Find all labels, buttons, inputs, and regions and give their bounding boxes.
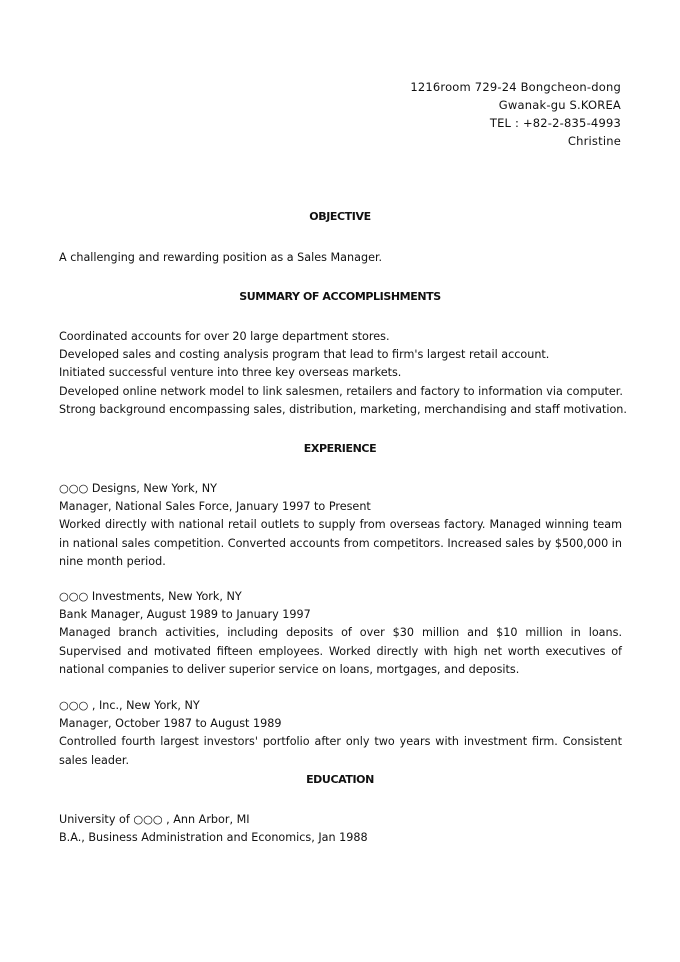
- job-title: Manager, October 1987 to August 1989: [59, 717, 282, 731]
- experience-job: [59, 697, 622, 770]
- job-title: Bank Manager, August 1989 to January 1997: [59, 608, 311, 622]
- job-title: Manager, National Sales Force, January 1997 to Present: [59, 500, 371, 514]
- experience-heading: EXPERIENCE: [303, 442, 377, 455]
- summary-item: Developed sales and costing analysis program that lead to firm's largest retail account.: [59, 348, 550, 362]
- summary-item: Strong background encompassing sales, distribution, marketing, merchandising and staff motivation.: [59, 402, 627, 416]
- job-company: ○○○ , Inc., New York, NY: [59, 699, 200, 712]
- summary-item: Developed online network model to link salesmen, retailers and factory to information via computer.: [59, 384, 623, 398]
- education-degree: B.A., Business Administration and Economics, Jan 1988: [59, 831, 368, 845]
- address-line-1: 1216room 729-24 Bongcheon-dong: [410, 80, 621, 94]
- objective-section: [59, 249, 622, 267]
- education-school: University of ○○○ , Ann Arbor, MI: [59, 813, 250, 826]
- applicant-name: Christine: [567, 134, 621, 148]
- summary-item: Coordinated accounts for over 20 large department stores.: [59, 330, 390, 343]
- contact-address: [410, 78, 621, 150]
- job-description: Worked directly with national retail outlets to supply from overseas factory. Managed winning team in national sales competition. Converted accounts from competitors. Increased sales by $500,000 in nine month period.: [59, 518, 622, 568]
- job-company: ○○○ Designs, New York, NY: [59, 482, 217, 495]
- education-section: [59, 811, 622, 847]
- education-heading: EDUCATION: [306, 773, 374, 786]
- job-description: Managed branch activities, including deposits of over $30 million and $10 million in loans. Supervised and motivated fifteen employees. Worked directly with high net worth executives of national companies to deliver superior service on loans, mortgages, and deposits.: [59, 626, 622, 676]
- summary-section: [59, 328, 627, 419]
- address-line-2: Gwanak-gu S.KOREA: [498, 98, 621, 112]
- experience-job: [59, 588, 622, 679]
- summary-item: Initiated successful venture into three key overseas markets.: [59, 366, 402, 380]
- summary-heading: SUMMARY OF ACCOMPLISHMENTS: [239, 290, 441, 303]
- phone-number: TEL : +82-2-835-4993: [489, 116, 621, 130]
- job-description: Controlled fourth largest investors' portfolio after only two years with investment firm. Consistent sales leader.: [59, 735, 622, 767]
- objective-text: A challenging and rewarding position as a Sales Manager.: [59, 251, 383, 264]
- job-company: ○○○ Investments, New York, NY: [59, 590, 242, 603]
- experience-job: [59, 480, 622, 571]
- objective-heading: OBJECTIVE: [309, 210, 371, 223]
